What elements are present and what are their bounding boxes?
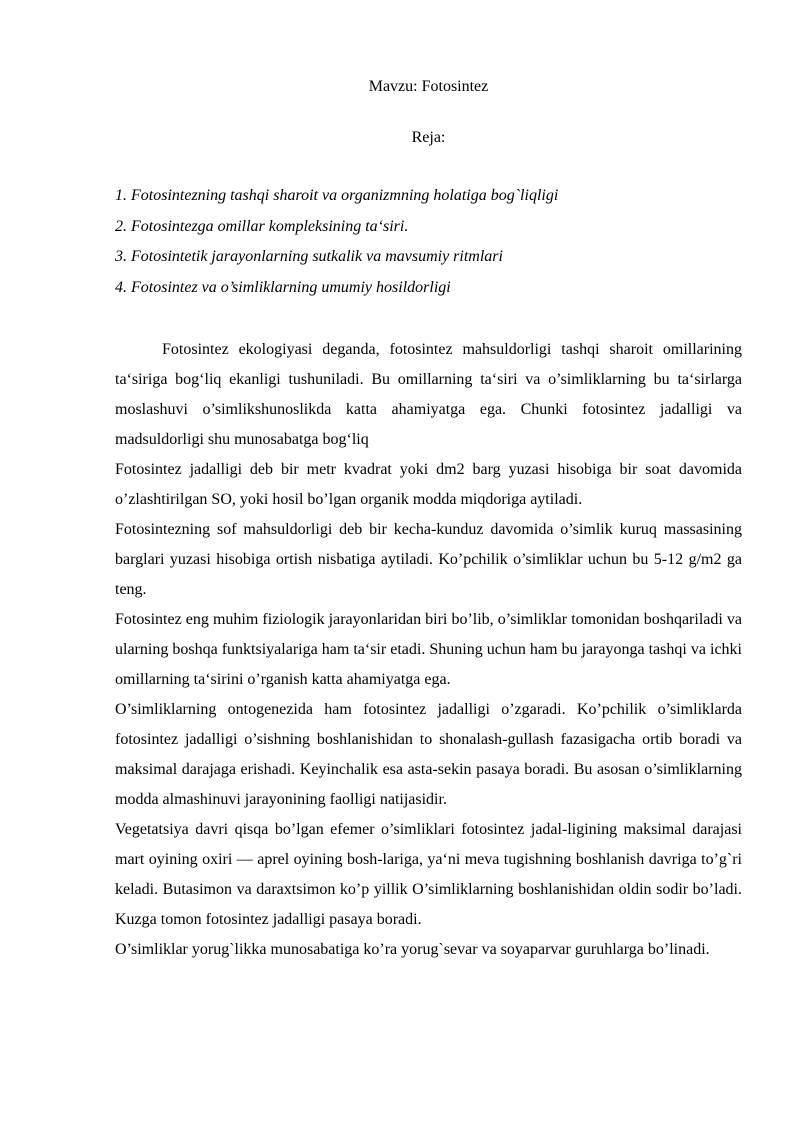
plan-item: 1. Fotosintezning tashqi sharoit va organizmning holatiga bog`liqligi	[115, 187, 559, 204]
plan-item: 4. Fotosintez va o’simliklarning umumiy hosildorligi	[115, 278, 451, 296]
plan-item: 3. Fotosintetik jarayonlarning sutkalik va mavsumiy ritmlari	[115, 248, 503, 265]
plan-heading: Reja:	[411, 129, 446, 146]
document-title: Mavzu: Fotosintez	[368, 78, 489, 95]
plan-item: 2. Fotosintezga omillar kompleksining ta‘siri.	[115, 217, 409, 235]
document-body	[115, 335, 742, 965]
body-paragraph: Fotosintezning sof mahsuldorligi deb bir kecha-kunduz davomida o’simlik kuruq massasining barglari yuzasi hisobiga ortish nisbatiga aytiladi. Ko’pchilik o’simliklar uchun bu 5-12 g/m2 ga teng.	[115, 521, 742, 598]
body-paragraph: Fotosintez ekologiyasi deganda, fotosintez mahsuldorligi tashqi sharoit omillarining ta‘siriga bog‘liq ekanligi tushuniladi. Bu omillarning ta‘siri va o’simliklarning bu ta‘sirlarga moslashuvi o’simlikshunoslikda katta ahamiyatga ega. Chunki fotosintez jadalligi va madsuldorligi shu munosabatga bog‘liq	[115, 341, 742, 448]
plan-list	[115, 185, 755, 307]
body-paragraph: O’simliklarning ontogenezida ham fotosintez jadalligi o’zgaradi. Ko’pchilik o’simliklarda fotosintez jadalligi o’sishning boshlanishidan to shonalash-gullash fazasigacha ortib boradi va maksimal darajaga erishadi. Keyinchalik esa asta-sekin pasaya boradi. Bu asosan o’simliklarning modda almashinuvi jarayonining faolligi natijasidir.	[115, 701, 742, 808]
body-paragraph: Fotosintez jadalligi deb bir metr kvadrat yoki dm2 barg yuzasi hisobiga bir soat davomida o’zlashtirilgan SO, yoki hosil bo’lgan organik modda miqdoriga aytiladi.	[115, 461, 742, 508]
body-paragraph: Fotosintez eng muhim fiziologik jarayonlaridan biri bo’lib, o’simliklar tomonidan boshqariladi va ularning boshqa funktsiyalariga ham ta‘sir etadi. Shuning uchun ham bu jarayonga tashqi va ichki omillarning ta‘sirini o’rganish katta ahamiyatga ega.	[115, 611, 742, 688]
body-paragraph: O’simliklar yorug`likka munosabatiga ko’ra yorug`sevar va soyaparvar guruhlarga bo’linadi.	[115, 941, 710, 958]
body-paragraph: Vegetatsiya davri qisqa bo’lgan efemer o’simliklari fotosintez jadal-ligining maksimal darajasi mart oyining oxiri — aprel oyining bosh-lariga, ya‘ni meva tugishning boshlanish davriga to’g`ri keladi. Butasimon va daraxtsimon ko’p yillik O’simliklarning boshlanishidan oldin sodir bo’ladi. Kuzga tomon fotosintez jadalligi pasaya boradi.	[115, 821, 742, 928]
